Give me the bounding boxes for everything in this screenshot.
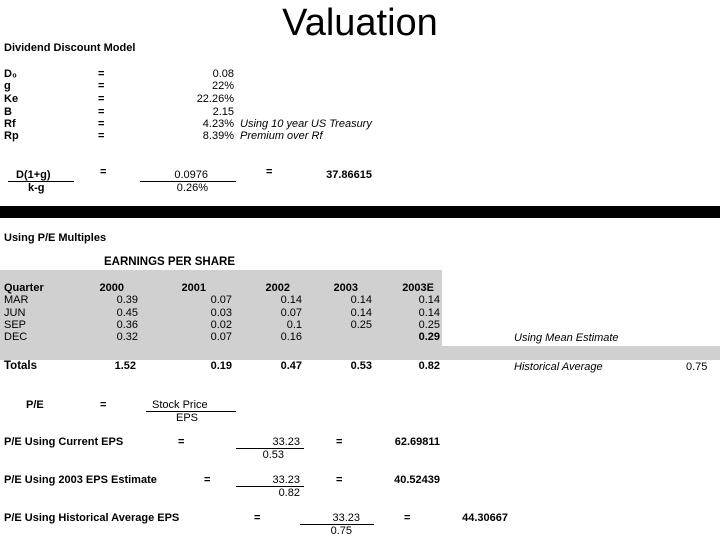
- pe-line-numerator: 33.23: [332, 512, 360, 524]
- eps-cell: 0.14: [418, 307, 440, 319]
- ddm-label: g: [4, 80, 11, 92]
- historical-average-value: 0.75: [686, 361, 708, 373]
- eps-cell: 0.25: [418, 319, 440, 331]
- ddm-eq: =: [98, 93, 105, 105]
- ddm-eq: =: [98, 130, 105, 142]
- pe-line-result: 44.30667: [462, 512, 508, 524]
- eps-cell: 0.29: [418, 331, 440, 343]
- eps-cell: 0.36: [116, 319, 138, 331]
- pe-line-equals: =: [178, 436, 185, 448]
- totals-band-shading: [0, 346, 720, 360]
- eps-quarter-cell: DEC: [4, 331, 28, 343]
- page-title: Valuation: [282, 2, 438, 44]
- totals-cell: 0.19: [210, 360, 232, 372]
- eps-quarter-cell: MAR: [4, 294, 29, 306]
- pe-line-denominator: 0.75: [330, 525, 352, 537]
- ddm-heading: Dividend Discount Model: [4, 42, 136, 54]
- totals-cell: 0.47: [280, 360, 302, 372]
- pe-line-label: P/E Using 2003 EPS Estimate: [4, 474, 157, 486]
- mean-estimate-note: Using Mean Estimate: [514, 332, 619, 344]
- pe-line-label: P/E Using Current EPS: [4, 436, 124, 448]
- eps-header-cell: 2002: [265, 282, 290, 294]
- ddm-eq: =: [98, 80, 105, 92]
- ddm-eq: =: [98, 68, 105, 80]
- eps-header-cell: 2001: [181, 282, 206, 294]
- eps-cell: 0.16: [280, 331, 302, 343]
- ddm-value: 8.39%: [202, 130, 234, 142]
- eps-cell: 0.02: [210, 319, 232, 331]
- pe-line-denominator: 0.53: [262, 449, 284, 461]
- ddm-label: Rp: [4, 130, 19, 142]
- eps-header-cell: 2003E: [402, 282, 434, 294]
- eps-cell: 0.07: [280, 307, 302, 319]
- eps-cell: 0.14: [418, 294, 440, 306]
- eps-cell: 0.03: [210, 307, 232, 319]
- pe-line-equals: =: [336, 436, 343, 448]
- eps-cell: 0.07: [210, 294, 232, 306]
- ddm-value: 22.26%: [196, 93, 234, 105]
- pe-line-equals: =: [254, 512, 261, 524]
- pe-def-denominator: EPS: [176, 412, 199, 424]
- eps-cell: 0.39: [116, 294, 138, 306]
- eps-quarter-cell: SEP: [4, 319, 27, 331]
- eps-cell: 0.14: [350, 294, 372, 306]
- totals-cell: 1.52: [114, 360, 136, 372]
- ddm-note: Using 10 year US Treasury: [240, 118, 372, 130]
- eps-header-cell: 2000: [99, 282, 124, 294]
- historical-average-note: Historical Average: [514, 361, 603, 373]
- eps-table-title: EARNINGS PER SHARE: [104, 256, 235, 268]
- formula-equals: =: [266, 166, 273, 178]
- eps-cell: 0.14: [350, 307, 372, 319]
- pe-line-numerator: 33.23: [272, 474, 300, 486]
- eps-cell: 0.14: [280, 294, 302, 306]
- totals-label: Totals: [4, 360, 38, 372]
- ddm-eq: =: [98, 118, 105, 130]
- pe-def-label: P/E: [26, 399, 44, 411]
- ddm-label: D₀: [4, 68, 17, 80]
- eps-cell: 0.07: [210, 331, 232, 343]
- pe-heading: Using P/E Multiples: [4, 232, 107, 244]
- eps-cell: 0.1: [286, 319, 302, 331]
- pe-line-equals: =: [336, 474, 343, 486]
- formula-equals: =: [100, 166, 107, 178]
- totals-cell: 0.82: [418, 360, 440, 372]
- pe-line-numerator: 33.23: [272, 436, 300, 448]
- formula-denominator: k-g: [28, 182, 45, 194]
- pe-def-numerator: Stock Price: [152, 399, 208, 411]
- ddm-label: Ke: [4, 93, 19, 105]
- pe-line-equals: =: [204, 474, 211, 486]
- ddm-value: 0.08: [212, 68, 234, 80]
- eps-header-cell: Quarter: [4, 282, 44, 294]
- eps-cell: 0.45: [116, 307, 138, 319]
- ddm-note: Premium over Rf: [240, 130, 323, 142]
- totals-cell: 0.53: [350, 360, 372, 372]
- ddm-value: 22%: [211, 80, 234, 92]
- eps-header-cell: 2003: [333, 282, 358, 294]
- eps-cell: 0.25: [350, 319, 372, 331]
- formula-numerator: D(1+g): [16, 169, 51, 181]
- ddm-label: B: [4, 106, 12, 118]
- eps-quarter-cell: JUN: [4, 307, 26, 319]
- formula-num-value: 0.0976: [174, 169, 208, 181]
- pe-line-label: P/E Using Historical Average EPS: [4, 512, 180, 524]
- ddm-value: 4.23%: [202, 118, 234, 130]
- pe-def-equals: =: [100, 399, 107, 411]
- section-divider: [0, 206, 720, 218]
- ddm-label: Rf: [4, 118, 16, 130]
- pe-line-denominator: 0.82: [278, 487, 300, 499]
- ddm-value: 2.15: [212, 106, 234, 118]
- formula-den-value: 0.26%: [176, 182, 208, 194]
- ddm-eq: =: [98, 106, 105, 118]
- formula-result: 37.86615: [326, 169, 372, 181]
- eps-cell: 0.32: [116, 331, 138, 343]
- pe-line-result: 40.52439: [394, 474, 440, 486]
- pe-line-result: 62.69811: [394, 436, 440, 448]
- pe-line-equals: =: [404, 512, 411, 524]
